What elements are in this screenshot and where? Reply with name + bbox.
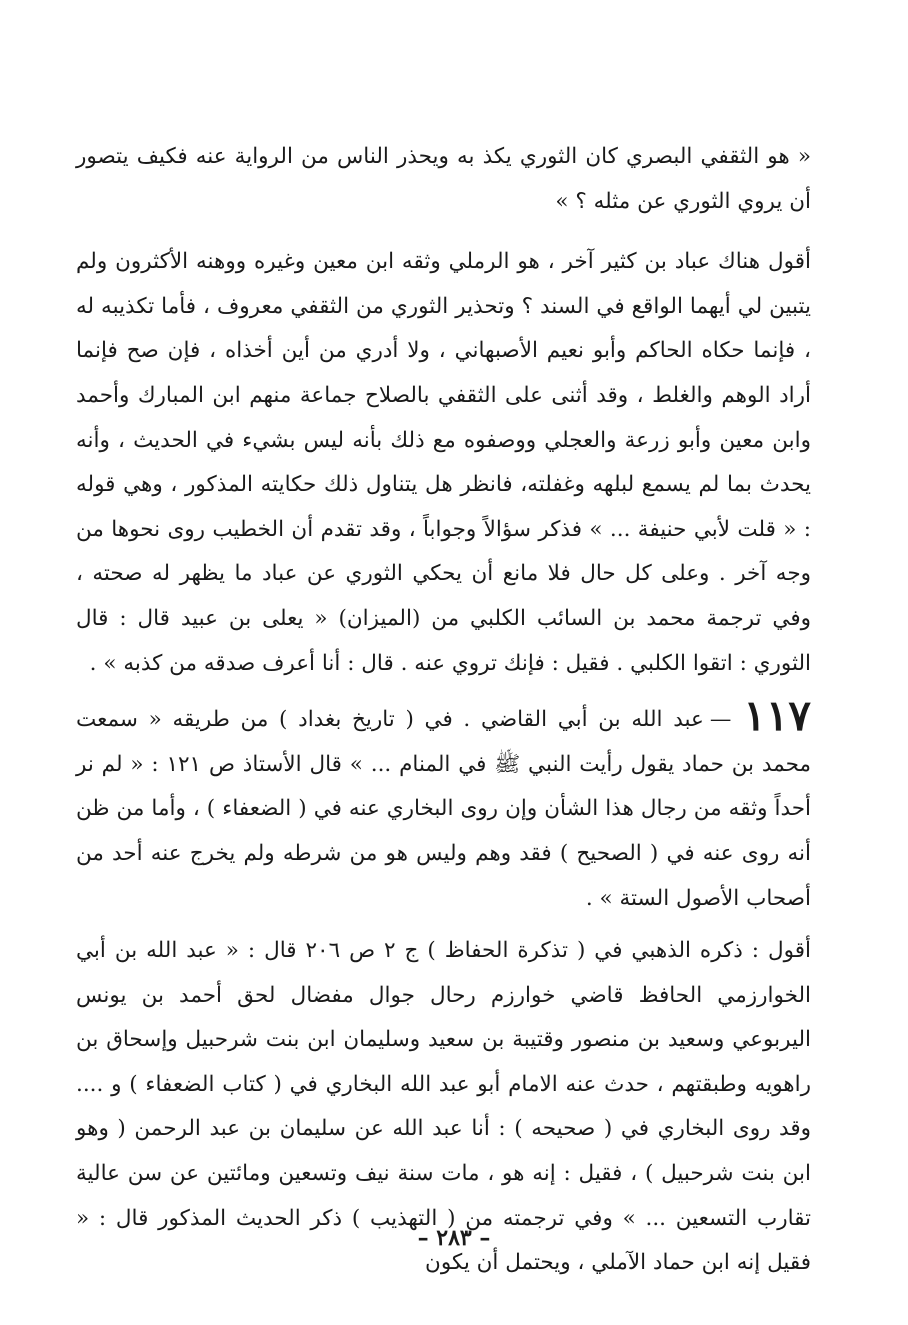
entry-paragraph — [76, 691, 811, 921]
entry-text: عبد الله بن أبي القاضي . في ( تاريخ بغداد ) من طريقه « سمعت محمد بن حماد يقول رأيت النبي ﷺ في المنام ... » قال الأستاذ ص ١٢١ : « لم نر أحداً وثقه من رجال هذا الشأن وإن روى البخاري عنه في ( الضعفاء ) ، وأما من ظن أنه روى عنه في ( الصحيح ) فقد وهم وليس هو من شرطه ولم يخرج عنه أحد من أصحاب الأصول الستة » . — [76, 707, 811, 911]
entry-dash: — — [709, 707, 732, 733]
comment-paragraph: أقول : ذكره الذهبي في ( تذكرة الحفاظ ) ج ٢ ص ٢٠٦ قال : « عبد الله بن أبي الخوارزمي الحافظ قاضي خوارزم رحال جوال مفضال لحق أحمد بن يونس اليربوعي وسعيد بن منصور وقتيبة بن سعيد وسليمان ابن بنت شرحبيل وإسحاق بن راهويه وطبقتهم ، حدث عنه الامام أبو عبد الله البخاري في ( كتاب الضعفاء ) و .... وقد روى البخاري في ( صحيحه ) : أنا عبد الله عن سليمان بن عبد الرحمن ( وهو ابن بنت شرحبيل ) ، فقيل : إنه هو ، مات سنة نيف وتسعين ومائتين عن سن عالية تقارب التسعين ... » وفي ترجمته من ( التهذيب ) ذكر الحديث المذكور قال : « فقيل إنه ابن حماد الآملي ، ويحتمل أن يكون — [76, 938, 811, 1276]
quote-paragraph: « هو الثقفي البصري كان الثوري يكذ به ويحذر الناس من الرواية عنه فكيف يتصور أن يروي الثوري عن مثله ؟ » — [76, 144, 811, 214]
entry-number: ١١٧ — [743, 691, 811, 741]
body-text — [76, 135, 811, 1286]
reply-paragraph: أقول هناك عباد بن كثير آخر ، هو الرملي وثقه ابن معين وغيره ووهنه الأكثرون ولم يتبين لي أيهما الواقع في السند ؟ وتحذير الثوري من الثقفي معروف ، فأما تكذيبه له ، فإنما حكاه الحاكم وأبو نعيم الأصبهاني ، ولا أدري من أين أخذاه ، فإن صح فإنما أراد الوهم والغلط ، وقد أثنى على الثقفي بالصلاح جماعة منهم ابن المبارك وأحمد وابن معين وأبو زرعة والعجلي ووصفوه مع ذلك بأنه ليس بشيء في الحديث ، وأنه يحدث بما لم يسمع لبلهه وغفلته، فانظر هل يتناول ذلك حكايته المذكور ، وهي قوله : « قلت لأبي حنيفة ... » فذكر سؤالاً وجواباً ، وقد تقدم أن الخطيب روى نحوها من وجه آخر . وعلى كل حال فلا مانع أن يحكي الثوري عن عباد ما يظهر له صحته ، وفي ترجمة محمد بن السائب الكلبي من (الميزان) « يعلى بن عبيد قال : قال الثوري : اتقوا الكلبي . فقيل : فإنك تروي عنه . قال : أنا أعرف صدقه من كذبه » . — [76, 249, 811, 676]
page-number: – ٢٨٣ – — [417, 1225, 491, 1251]
